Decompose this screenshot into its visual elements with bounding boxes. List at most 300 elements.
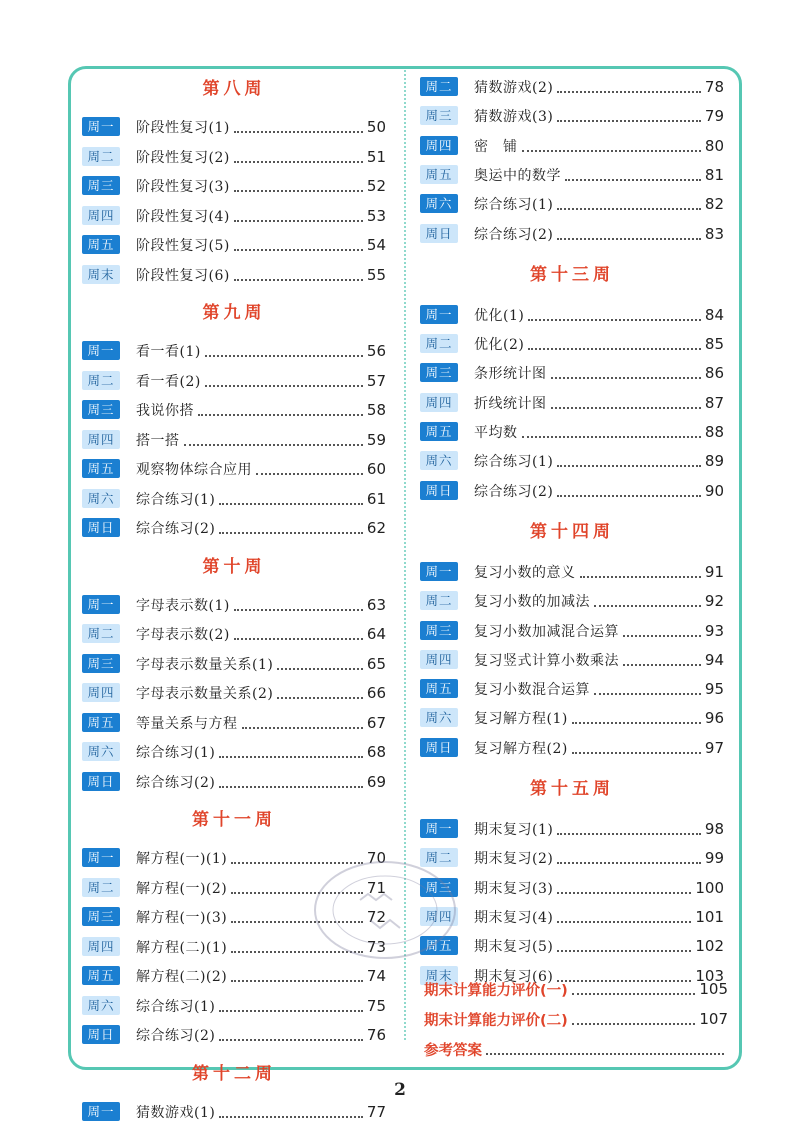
day-badge: 周二: [420, 591, 458, 610]
entry-title: 复习小数加减混合运算: [474, 623, 619, 640]
entry-line: [136, 458, 386, 480]
dot-leader: [219, 1114, 363, 1118]
dot-leader: [528, 346, 701, 350]
entry-title: 奥运中的数学: [474, 167, 561, 184]
toc-entry[interactable]: [82, 370, 386, 392]
page-ref: 78: [704, 78, 724, 96]
entry-line: [474, 392, 724, 414]
entry-title: 折线统计图: [474, 395, 547, 412]
page-ref: 89: [704, 452, 724, 471]
week-title: 第十二周: [192, 1063, 276, 1084]
entry-title: 字母表示数(2): [136, 627, 230, 643]
entry-line: [136, 741, 386, 763]
entry-title: 期末复习(4): [474, 909, 554, 926]
day-badge: 周五: [420, 165, 458, 184]
day-badge: 周末: [82, 265, 120, 284]
dot-leader: [219, 530, 363, 534]
dot-leader: [231, 890, 363, 894]
toc-entry[interactable]: [82, 741, 386, 763]
dot-leader: [572, 720, 701, 724]
dot-leader: [486, 1051, 724, 1055]
entry-title: 观察物体综合应用: [136, 462, 252, 478]
toc-entry[interactable]: [82, 906, 386, 928]
day-badge: 周五: [82, 713, 120, 732]
page-ref: 92: [704, 592, 724, 611]
toc-entry[interactable]: [420, 906, 724, 928]
entry-line: [136, 175, 386, 197]
dot-leader: [234, 159, 363, 163]
dot-leader: [231, 949, 363, 953]
dot-leader: [572, 1021, 696, 1025]
entry-title: 复习竖式计算小数乘法: [474, 652, 619, 669]
entry-title: 期末复习(1): [474, 822, 554, 838]
dot-leader: [231, 978, 363, 982]
dot-leader: [219, 501, 363, 505]
page-ref: 64: [366, 625, 386, 643]
toc-entry[interactable]: [420, 847, 724, 869]
dot-leader: [277, 666, 363, 670]
dot-leader: [219, 1037, 363, 1041]
toc-entry[interactable]: [82, 936, 386, 958]
entry-title: 看一看(1): [136, 344, 201, 360]
dot-leader: [231, 860, 363, 864]
toc-entry[interactable]: [420, 362, 724, 384]
page-ref: 82: [704, 195, 724, 214]
page-ref: 96: [704, 709, 724, 728]
entry-title: 解方程(一)(3): [136, 910, 228, 926]
page-ref: 66: [366, 684, 386, 702]
day-badge: 周四: [420, 136, 458, 155]
toc-entry[interactable]: [82, 965, 386, 987]
toc-entry[interactable]: [82, 653, 386, 675]
dot-leader: [219, 1008, 363, 1012]
column-divider: [404, 70, 408, 1040]
week-title: 第十三周: [530, 264, 614, 285]
toc-entry[interactable]: [420, 480, 724, 502]
dot-leader: [198, 412, 363, 416]
page-ref: 60: [366, 460, 386, 478]
entry-line: [136, 146, 386, 168]
dot-leader: [557, 890, 691, 894]
day-badge: 周三: [420, 878, 458, 897]
day-badge: 周三: [82, 654, 120, 673]
page-ref: 98: [704, 820, 724, 838]
entry-line: [136, 429, 386, 451]
day-badge: 周二: [82, 371, 120, 390]
entry-line: [474, 304, 724, 326]
toc-entry[interactable]: [420, 135, 724, 157]
week-title: 第十四周: [530, 521, 614, 542]
page-ref: 77: [366, 1102, 386, 1121]
toc-entry[interactable]: [420, 76, 724, 98]
dot-leader: [528, 317, 701, 321]
entry-title: 解方程(一)(1): [136, 851, 228, 867]
entry-title: 我说你搭: [136, 403, 194, 419]
toc-entry[interactable]: [82, 116, 386, 138]
toc-entry[interactable]: [420, 450, 724, 472]
entry-line: [474, 935, 724, 957]
page-ref: 107: [699, 1010, 728, 1028]
page-ref: 51: [366, 147, 386, 166]
day-badge: 周日: [82, 772, 120, 791]
day-badge: 周日: [420, 481, 458, 500]
entry-title: 猜数游戏(1): [136, 1104, 216, 1121]
dot-leader: [557, 89, 701, 93]
entry-line: [136, 205, 386, 227]
toc-entry[interactable]: [420, 164, 724, 186]
day-badge: 周六: [82, 489, 120, 508]
entry-title: 复习小数的意义: [474, 564, 576, 581]
toc-entry[interactable]: [82, 458, 386, 480]
page-ref: 74: [366, 967, 386, 985]
entry-line: [136, 340, 386, 362]
day-badge: 周四: [420, 393, 458, 412]
toc-entry[interactable]: [82, 771, 386, 793]
entry-line: [474, 737, 724, 759]
toc-entry[interactable]: [82, 175, 386, 197]
page-ref: 69: [366, 772, 386, 791]
toc-entry[interactable]: [420, 223, 724, 245]
day-badge: 周一: [82, 117, 120, 136]
entry-title: 解方程(二)(2): [136, 969, 228, 985]
dot-leader: [234, 607, 363, 611]
day-badge: 周一: [420, 562, 458, 581]
day-badge: 周五: [82, 966, 120, 985]
entry-line: [136, 1024, 386, 1046]
dot-leader: [557, 919, 691, 923]
entry-line: [474, 847, 724, 869]
toc-entry[interactable]: [420, 105, 724, 127]
entry-line: [474, 906, 724, 928]
assessment-title: 期末计算能力评价(一): [424, 982, 568, 999]
week-title: 第八周: [202, 79, 266, 99]
dot-leader: [234, 129, 363, 133]
entry-title: 猜数游戏(2): [474, 80, 554, 96]
entry-title: 看一看(2): [136, 373, 201, 390]
day-badge: 周一: [82, 595, 120, 614]
toc-entry[interactable]: [420, 561, 724, 583]
page-ref: 95: [704, 680, 724, 699]
page-ref: 76: [366, 1026, 386, 1044]
entry-title: 阶段性复习(5): [136, 238, 230, 254]
page-ref: 87: [704, 393, 724, 412]
toc-entry[interactable]: [82, 429, 386, 451]
day-badge: 周日: [82, 518, 120, 537]
entry-title: 综合练习(2): [136, 1028, 216, 1044]
entry-title: 阶段性复习(4): [136, 208, 230, 225]
page-ref: 97: [704, 738, 724, 757]
day-badge: 周六: [420, 451, 458, 470]
entry-title: 综合练习(1): [474, 197, 554, 214]
day-badge: 周二: [420, 848, 458, 867]
toc-entry[interactable]: [420, 304, 724, 326]
page-ref: 99: [704, 849, 724, 868]
page-number: 2: [394, 1080, 406, 1100]
page-ref: 71: [366, 878, 386, 897]
dot-leader: [551, 375, 701, 379]
entry-title: 优化(2): [474, 337, 525, 354]
entry-line: [136, 116, 386, 138]
dot-leader: [277, 695, 363, 699]
entry-line: [474, 105, 724, 127]
toc-entry[interactable]: [420, 333, 724, 355]
dot-leader: [557, 118, 701, 122]
entry-line: [136, 906, 386, 928]
entry-line: [136, 1101, 386, 1123]
day-badge: 周五: [420, 679, 458, 698]
entry-line: [136, 712, 386, 734]
toc-entry[interactable]: [82, 488, 386, 510]
dot-leader: [580, 574, 701, 578]
day-badge: 周日: [420, 224, 458, 243]
entry-title: 猜数游戏(3): [474, 109, 554, 126]
entry-line: [136, 682, 386, 704]
entry-line: [474, 333, 724, 355]
page-ref: 50: [366, 118, 386, 136]
entry-line: [474, 590, 724, 612]
dot-leader: [557, 831, 701, 835]
dot-leader: [557, 860, 701, 864]
page-ref: 53: [366, 206, 386, 225]
toc-entry[interactable]: [420, 421, 724, 443]
toc-entry[interactable]: [420, 193, 724, 215]
entry-title: 期末复习(3): [474, 880, 554, 897]
toc-entry[interactable]: [420, 818, 724, 840]
page-ref: 73: [366, 937, 386, 956]
entry-line: [474, 76, 724, 98]
entry-title: 字母表示数量关系(1): [136, 656, 274, 673]
entry-line: [136, 965, 386, 987]
page-ref: 57: [366, 371, 386, 390]
day-badge: 周一: [82, 1102, 120, 1121]
page-ref: 62: [366, 519, 386, 537]
toc-entry[interactable]: [82, 594, 386, 616]
toc-entry[interactable]: [420, 392, 724, 414]
entry-title: 解方程(二)(1): [136, 939, 228, 956]
entry-title: 复习解方程(2): [474, 740, 568, 757]
entry-line: [474, 480, 724, 502]
toc-entry[interactable]: [420, 620, 724, 642]
day-badge: 周五: [82, 459, 120, 478]
entry-line: [474, 223, 724, 245]
toc-entry[interactable]: [82, 877, 386, 899]
page-ref: 65: [366, 654, 386, 673]
entry-line: [136, 488, 386, 510]
page-ref: 61: [366, 489, 386, 508]
page-ref: 105: [699, 980, 728, 998]
toc-entry[interactable]: [420, 877, 724, 899]
day-badge: 周四: [82, 206, 120, 225]
dot-leader: [205, 383, 363, 387]
dot-leader: [231, 919, 363, 923]
entry-line: [474, 193, 724, 215]
page-ref: 63: [366, 595, 386, 614]
entry-title: 密 铺: [474, 138, 518, 155]
day-badge: 周六: [420, 194, 458, 213]
day-badge: 周二: [420, 334, 458, 353]
entry-title: 等量关系与方程: [136, 715, 238, 732]
day-badge: 周二: [82, 878, 120, 897]
dot-leader: [205, 353, 363, 357]
dot-leader: [234, 247, 363, 251]
entry-line: [136, 847, 386, 869]
day-badge: 周末: [420, 966, 458, 985]
dot-leader: [242, 725, 363, 729]
toc-entry[interactable]: [82, 712, 386, 734]
day-badge: 周一: [82, 341, 120, 360]
page-ref: 75: [366, 996, 386, 1015]
dot-leader: [522, 148, 701, 152]
entry-line: [136, 995, 386, 1017]
day-badge: 周二: [82, 624, 120, 643]
day-badge: 周日: [82, 1025, 120, 1044]
page-ref: 80: [704, 136, 724, 155]
entry-title: 字母表示数(1): [136, 597, 230, 614]
day-badge: 周六: [82, 996, 120, 1015]
toc-entry[interactable]: [82, 1024, 386, 1046]
day-badge: 周四: [420, 907, 458, 926]
dot-leader: [234, 277, 363, 281]
dot-leader: [551, 405, 701, 409]
dot-leader: [234, 636, 363, 640]
toc-entry[interactable]: [82, 340, 386, 362]
page-ref: 70: [366, 849, 386, 867]
entry-line: [474, 678, 724, 700]
assessment-title: 期末计算能力评价(二): [424, 1012, 568, 1029]
entry-line: [136, 234, 386, 256]
dot-leader: [184, 442, 363, 446]
page-ref: 94: [704, 650, 724, 669]
toc-entry[interactable]: [82, 682, 386, 704]
entry-line: [474, 135, 724, 157]
toc-entry[interactable]: [420, 590, 724, 612]
page-ref: 83: [704, 224, 724, 243]
entry-title: 阶段性复习(3): [136, 179, 230, 195]
page-ref: 58: [366, 401, 386, 419]
toc-entry[interactable]: [420, 935, 724, 957]
day-badge: 周三: [82, 907, 120, 926]
entry-line: [474, 818, 724, 840]
page-ref: 85: [704, 335, 724, 354]
dot-leader: [594, 603, 701, 607]
entry-line: [136, 264, 386, 286]
entry-title: 综合练习(1): [136, 745, 216, 761]
dot-leader: [557, 463, 701, 467]
entry-line: [474, 561, 724, 583]
dot-leader: [219, 754, 363, 758]
toc-entry[interactable]: [82, 623, 386, 645]
toc-entry[interactable]: [420, 678, 724, 700]
assessment-entry[interactable]: [424, 978, 728, 1000]
dot-leader: [557, 206, 701, 210]
dot-leader: [557, 493, 701, 497]
toc-entry[interactable]: [82, 264, 386, 286]
page-ref: 72: [366, 908, 386, 926]
week-title: 第九周: [202, 303, 266, 323]
toc-entry[interactable]: [82, 995, 386, 1017]
page-ref: 67: [366, 713, 386, 732]
day-badge: 周六: [82, 742, 120, 761]
page-ref: 88: [704, 423, 724, 441]
entry-title: 阶段性复习(2): [136, 149, 230, 166]
page-ref: 79: [704, 107, 724, 126]
entry-line: [136, 771, 386, 793]
entry-title: 复习解方程(1): [474, 711, 568, 728]
page-ref: 56: [366, 342, 386, 360]
entry-title: 复习小数混合运算: [474, 682, 590, 699]
day-badge: 周日: [420, 738, 458, 757]
toc-entry[interactable]: [82, 146, 386, 168]
toc-entry[interactable]: [82, 517, 386, 539]
entry-line: [136, 370, 386, 392]
page-ref: 54: [366, 236, 386, 254]
toc-entry[interactable]: [420, 707, 724, 729]
day-badge: 周一: [82, 848, 120, 867]
day-badge: 周五: [82, 235, 120, 254]
entry-title: 综合练习(2): [136, 521, 216, 537]
entry-title: 综合练习(2): [474, 226, 554, 243]
day-badge: 周一: [420, 305, 458, 324]
day-badge: 周一: [420, 819, 458, 838]
assessment-entry[interactable]: [424, 1008, 728, 1030]
entry-line: [474, 707, 724, 729]
day-badge: 周二: [82, 147, 120, 166]
toc-entry[interactable]: [82, 234, 386, 256]
toc-entry[interactable]: [420, 649, 724, 671]
entry-title: 阶段性复习(6): [136, 267, 230, 284]
day-badge: 周五: [420, 936, 458, 955]
entry-title: 阶段性复习(1): [136, 120, 230, 136]
week-title: 第十五周: [530, 779, 614, 799]
entry-line: [474, 362, 724, 384]
entry-title: 期末复习(6): [474, 968, 554, 985]
dot-leader: [594, 691, 701, 695]
dot-leader: [572, 991, 696, 995]
dot-leader: [557, 236, 701, 240]
entry-title: 字母表示数量关系(2): [136, 686, 274, 702]
toc-entry[interactable]: [82, 399, 386, 421]
toc-entry[interactable]: [82, 847, 386, 869]
dot-leader: [557, 948, 691, 952]
page-ref: 81: [704, 165, 724, 184]
day-badge: 周四: [82, 430, 120, 449]
toc-entry[interactable]: [82, 1101, 386, 1123]
assessment-title: 参考答案: [424, 1042, 482, 1059]
dot-leader: [623, 633, 701, 637]
page-ref: 93: [704, 621, 724, 640]
page-ref: 55: [366, 265, 386, 284]
toc-entry[interactable]: [420, 737, 724, 759]
entry-line: [136, 877, 386, 899]
page-ref: 84: [704, 305, 724, 324]
page-ref: 101: [695, 907, 724, 926]
entry-title: 期末复习(5): [474, 939, 554, 956]
entry-title: 综合练习(1): [474, 454, 554, 471]
assessment-entry[interactable]: [424, 1038, 728, 1060]
page-ref: 52: [366, 177, 386, 195]
toc-entry[interactable]: [82, 205, 386, 227]
entry-title: 条形统计图: [474, 366, 547, 383]
dot-leader: [572, 750, 701, 754]
page-ref: 100: [695, 878, 724, 897]
day-badge: 周四: [420, 650, 458, 669]
dot-leader: [234, 218, 363, 222]
entry-line: [474, 164, 724, 186]
dot-leader: [234, 188, 363, 192]
entry-line: [136, 653, 386, 675]
week-title: 第十周: [202, 556, 266, 577]
entry-line: [136, 623, 386, 645]
